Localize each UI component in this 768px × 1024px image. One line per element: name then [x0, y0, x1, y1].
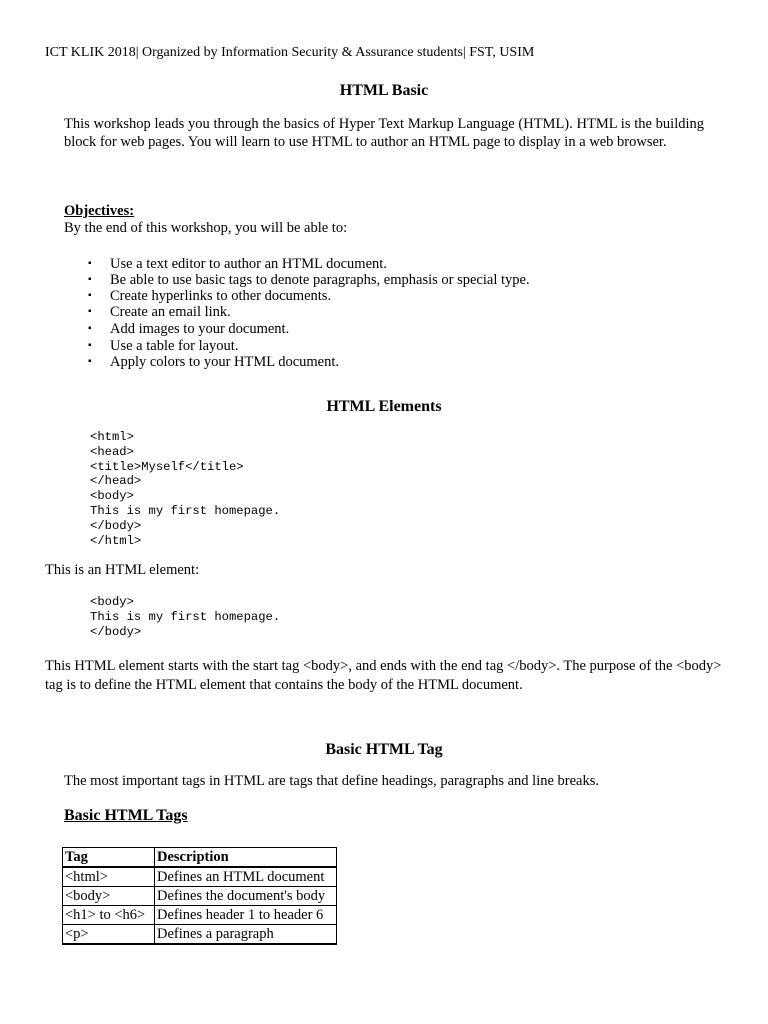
page-header: ICT KLIK 2018| Organized by Information Security & Assurance students| FST, USIM [45, 45, 535, 60]
table-row [63, 925, 337, 945]
element-explanation: This HTML element starts with the start tag <body>, and ends with the end tag </body>. The purpose of the <body> tag is to define the HTML element that contains the body of the HTML document. [45, 658, 722, 693]
table-row [63, 906, 337, 925]
list-item: ▪ Be able to use basic tags to denote paragraphs, emphasis or special type. [88, 272, 530, 288]
element-caption: This is an HTML element: [45, 562, 200, 578]
table-cell: <html> [63, 867, 155, 887]
table-header-row [63, 848, 337, 868]
table-cell: Defines header 1 to header 6 [155, 906, 337, 925]
objectives-lead: By the end of this workshop, you will be able to: [64, 220, 348, 236]
list-item: ▪ Create an email link. [88, 304, 530, 320]
table-header-cell: Tag [63, 848, 155, 868]
table-row [63, 867, 337, 887]
section-title-basic-html-tag: Basic HTML Tag [325, 741, 443, 758]
intro-paragraph: This workshop leads you through the basics of Hyper Text Markup Language (HTML). HTML is the building block for web pages. You will learn to use HTML to author an HTML page to display in a web browser. [64, 116, 704, 150]
table-header-cell: Description [155, 848, 337, 868]
table-cell: Defines the document's body [155, 887, 337, 906]
list-item: ▪ Use a table for layout. [88, 338, 530, 354]
table-cell: Defines an HTML document [155, 867, 337, 887]
table-cell: <p> [63, 925, 155, 945]
list-item: ▪ Apply colors to your HTML document. [88, 354, 530, 370]
code-block-full-page: <html> <head> <title>Myself</title> </head> <body> This is my first homepage. </body> </html> [90, 430, 281, 548]
table-heading: Basic HTML Tags [64, 807, 188, 824]
table-cell: <h1> to <h6> [63, 906, 155, 925]
objectives-list [88, 256, 530, 370]
section-title-html-basic: HTML Basic [339, 82, 429, 99]
table-cell: Defines a paragraph [155, 925, 337, 945]
code-block-body-element: <body> This is my first homepage. </body> [90, 595, 281, 639]
list-item: ▪ Create hyperlinks to other documents. [88, 288, 530, 304]
tags-intro: The most important tags in HTML are tags that define headings, paragraphs and line breaks. [64, 773, 599, 789]
section-title-html-elements: HTML Elements [326, 398, 442, 415]
tags-table [62, 847, 337, 945]
list-item: ▪ Use a text editor to author an HTML document. [88, 256, 530, 272]
list-item: ▪ Add images to your document. [88, 321, 530, 337]
table-cell: <body> [63, 887, 155, 906]
table-row [63, 887, 337, 906]
objectives-heading: Objectives: [64, 203, 135, 219]
